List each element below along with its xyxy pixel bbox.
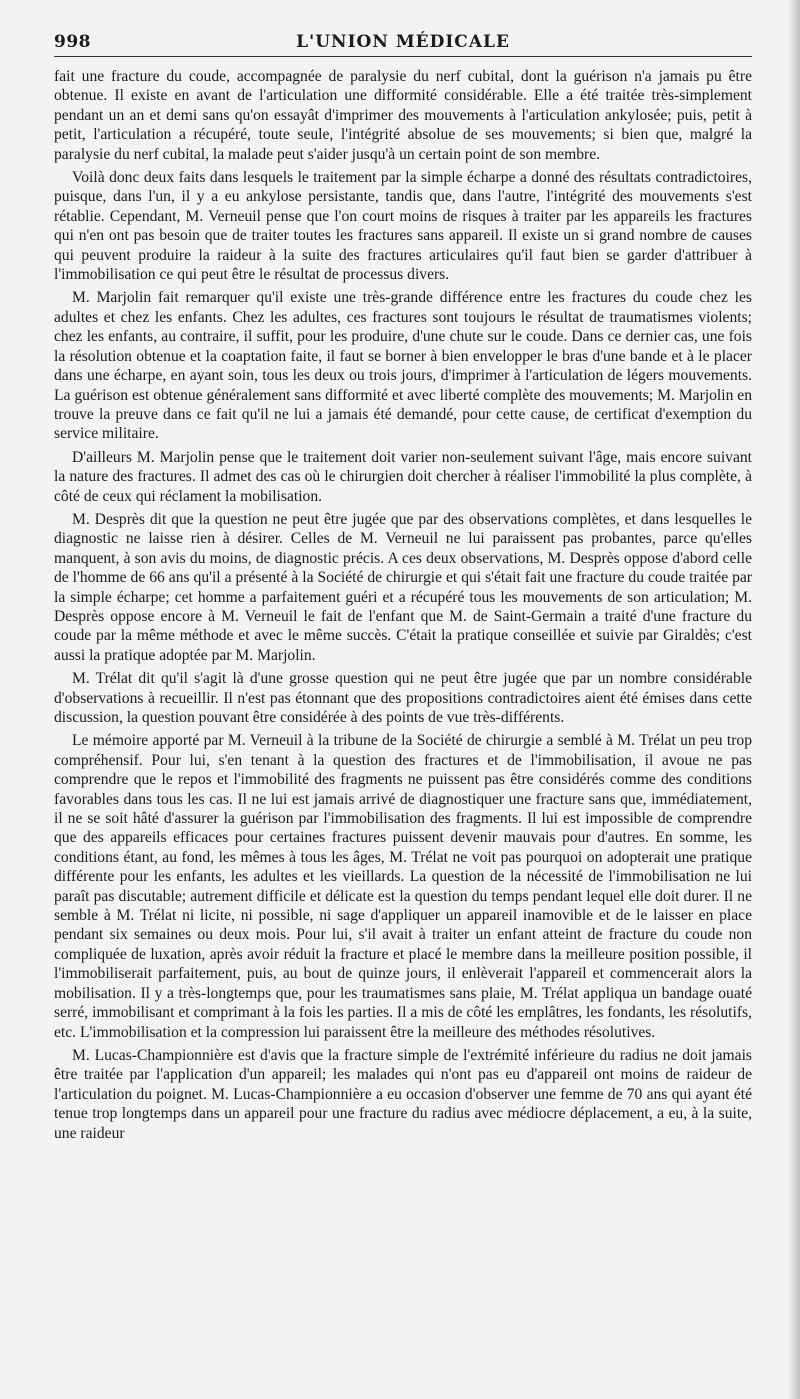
paragraph-continuation: fait une fracture du coude, accompagnée de paralysie du nerf cubital, dont la guérison n'a jamais pu être obtenue. Il existe en avant de l'articulation une difformité considérable. Elle a été traitée très-simplement pendant un an et demi sans qu'on essayât d'imprimer des mouvements à l'articulation ankylosée; puis, petit à petit, l'articulation a récupéré, toute seule, l'intégrité absolue de ses mouvements; si bien que, malgré la paralysie du nerf cubital, la malade peut s'aider jusqu'à un certain point de son membre.	[54, 68, 752, 163]
paragraph-trelat-intro: M. Trélat dit qu'il s'agit là d'une grosse question qui ne peut être jugée que par un nombre considérable d'observations à recueillir. Il n'est pas étonnant que des propositions contradictoires aient été émises dans cette discussion, la question pouvant être considérée à des points de vue très-différents.	[54, 670, 752, 726]
paragraph-despres: M. Desprès dit que la question ne peut être jugée que par des observations complètes, et dans lesquelles le diagnostic ne laisse rien à désirer. Celles de M. Verneuil ne lui paraissent pas probantes, parce qu'elles manquent, à son avis du moins, de diagnostic précis. A ces deux observations, M. Desprès oppose d'abord celle de l'homme de 66 ans qu'il a présenté à la Société de chirurgie et qui s'était fait une fracture du coude traitée par la simple écharpe; cet homme a parfaitement guéri et a récupéré tous les mouvements de son articulation; M. Desprès oppose encore à M. Verneuil le fait de l'enfant que M. de Saint-Germain a traité d'une fracture du coude par la même méthode et avec le même succès. C'était la pratique conseillée et suivie par Giraldès; c'est aussi la pratique adoptée par M. Marjolin.	[54, 510, 752, 664]
paragraph-trelat-memoir: Le mémoire apporté par M. Verneuil à la tribune de la Société de chirurgie a semblé à M. Trélat un peu trop compréhensif. Pour lui, s'en tenant à la question des fractures et de l'immobilisation, il avoue ne pas comprendre que le repos et l'immobilité des fragments ne puissent pas être considérés comme des conditions favorables dans tous les cas. Il ne lui est jamais arrivé de diagnostiquer une fracture sans que, immédiatement, il ne se soit hâté d'assurer la guérison par l'immobilisation des fragments. Il lui est impossible de comprendre que des appareils efficaces pour certaines fractures puissent devenir mauvais pour d'autres. En somme, les conditions étant, au fond, les mêmes à tous les âges, M. Trélat ne voit pas pourquoi on adopterait une pratique différente pour les enfants, les adultes et les vieillards. La question de la nécessité de l'immobilisation ne lui paraît pas discutable; autrement difficile et délicate est la question du temps pendant lequel elle doit durer. Il ne semble à M. Trélat ni licite, ni possible, ni sage d'appliquer un appareil inamovible et de le laisser en place pendant six semaines ou deux mois. Pour lui, s'il avait à traiter un enfant atteint de fracture du coude non compliquée de luxation, après avoir réduit la fracture et placé le membre dans la meilleure position possible, il l'immobiliserait parfaitement, puis, au bout de quinze jours, il enlèverait l'appareil et commencerait alors la mobilisation. Il y a très-longtemps que, pour les traumatismes sans plaie, M. Trélat appliqua un bandage ouaté serré, immobilisant et comprimant à la fois les parties. Il a mis de côté les emplâtres, les fondants, les résolutifs, etc. L'immobilisation et la compression lui paraissent être la meilleure des méthodes résolutives.	[54, 732, 752, 1041]
article-body	[54, 67, 752, 1143]
page-number: 998	[54, 32, 91, 52]
page-header	[54, 28, 752, 57]
paragraph-marjolin-treatment: D'ailleurs M. Marjolin pense que le traitement doit varier non-seulement suivant l'âge, mais encore suivant la nature des fractures. Il admet des cas où le chirurgien doit chercher à réaliser l'immobilité la plus complète, à côté de ceux qui réclament la mobilisation.	[54, 448, 752, 505]
running-head: L'UNION MÉDICALE	[296, 32, 510, 52]
paragraph-lucas-championniere: M. Lucas-Championnière est d'avis que la fracture simple de l'extrémité inférieure du radius ne doit jamais être traitée par l'application d'un appareil; les malades qui n'ont pas eu d'appareil ont moins de raideur de l'articulation du poignet. M. Lucas-Championnière a eu occasion d'observer une femme de 70 ans qui ayant été tenue trop longtemps dans un appareil pour une fracture du radius avec médiocre déplacement, a eu, à la suite, une raideur	[54, 1046, 752, 1142]
paragraph-verneuil-conclusion: Voilà donc deux faits dans lesquels le traitement par la simple écharpe a donné des résultats contradictoires, puisque, dans l'un, il y a eu ankylose persistante, tandis que, dans l'autre, l'intégrité des mouvements s'est rétablie. Cependant, M. Verneuil pense que l'on court moins de risques à traiter par les appareils les fractures qui n'en ont pas besoin que de traiter toutes les fractures sans appareil. Il existe un si grand nombre de causes qui peuvent produire la raideur à la suite des fractures articulaires qu'il faut bien se garder d'attribuer à l'immobilisation ce qui peut être le résultat de processus divers.	[54, 169, 752, 284]
paragraph-marjolin-remarks: M. Marjolin fait remarquer qu'il existe une très-grande différence entre les fractures du coude chez les adultes et chez les enfants. Chez les adultes, ces fractures sont toujours le résultat de traumatismes violents; chez les enfants, au contraire, il suffit, pour les produire, d'une chute sur le coude. Dans ce dernier cas, une fois la résolution obtenue et la coaptation faite, il faut se borner à bien envelopper le bras d'une bande et à le placer dans une écharpe, en ayant soin, tous les deux ou trois jours, d'imprimer à l'articulation de légers mouvements. La guérison est obtenue généralement sans difformité et avec liberté complète des mouvements; M. Marjolin en trouve la preuve dans ce fait qu'il ne lui a jamais été demandé, pour cette cause, de certificat d'exemption du service militaire.	[54, 289, 752, 443]
